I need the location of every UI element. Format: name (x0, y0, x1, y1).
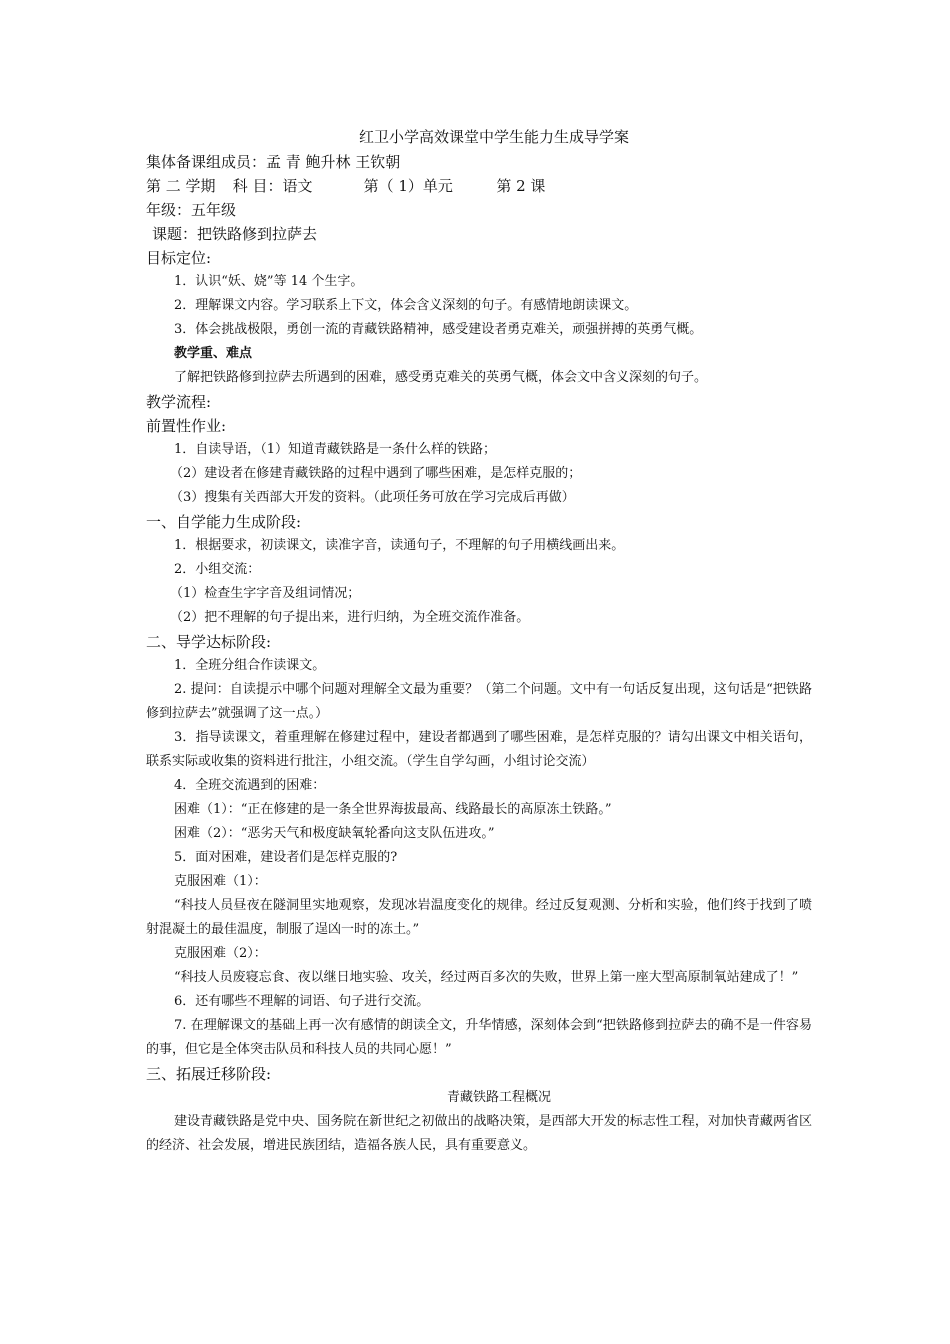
unit: 第（ 1）单元 (363, 177, 453, 195)
overcome-heading-2: 克服困难（2）： (174, 946, 267, 961)
flow-heading: 教学流程: (146, 393, 212, 411)
overcome-quote-1: “科技人员昼夜在隧洞里实地观察，发现冰岩温度变化的规律。经过反复观测、分析和实验，他们终于找到了喷射混凝土的最佳温度，制服了逞凶一时的冻土。” (146, 898, 812, 937)
sec2-paragraph: 5．面对困难，建设者们是怎样克服的? (174, 850, 398, 865)
sec2-paragraph: 6．还有哪些不理解的词语、句子进行交流。 (174, 994, 430, 1009)
sec1-item: （2）把不理解的句子提出来，进行归纳，为全班交流作准备。 (170, 610, 530, 625)
sec3-paragraph: 建设青藏铁路是党中央、国务院在新世纪之初做出的战略决策，是西部大开发的标志性工程，对加快青藏两省区的经济、社会发展，增进民族团结，造福各族人民，具有重要意义。 (146, 1114, 812, 1153)
document-content (146, 126, 812, 1158)
sec2-paragraph: 7. 在理解课文的基础上再一次有感情的朗读全文，升华情感，深刻体会到“把铁路修到拉萨去的确不是一件容易的事，但它是全体突击队员和科技人员的共同心愿！” (146, 1018, 812, 1057)
goal-item: 2．理解课文内容。学习联系上下文，体会含义深刻的句子。有感情地朗读课文。 (174, 298, 638, 313)
sec3-subtitle: 青藏铁路工程概况 (446, 1090, 551, 1105)
goal-item: 1．认识“妖、娆”等 14 个生字。 (174, 274, 364, 289)
overcome-quote-2: “科技人员废寝忘食、夜以继日地实验、攻关，经过两百多次的失败，世界上第一座大型高原制氧站建成了！” (174, 970, 799, 985)
grade-line: 年级：五年级 (146, 201, 237, 219)
pre-item: 1．自读导语，（1）知道青藏铁路是一条什么样的铁路； (174, 442, 497, 457)
key-heading: 教学重、难点 (174, 346, 253, 361)
lesson: 第 2 课 (496, 177, 546, 195)
sec2-paragraph: 3．指导读课文，着重理解在修建过程中，建设者都遇到了哪些困难，是怎样克服的？请勾出课文中相关语句，联系实际或收集的资料进行批注，小组交流。（学生自学勾画，小组讨论交流） (146, 730, 812, 769)
sec2-paragraph: 4．全班交流遇到的困难： (174, 778, 326, 793)
difficulty-2: 困难（2）：“恶劣天气和极度缺氧轮番向这支队伍进攻。” (174, 826, 495, 841)
topic-line: 课题：把铁路修到拉萨去 (152, 225, 318, 243)
pre-item: （3）搜集有关西部大开发的资料。（此项任务可放在学习完成后再做） (170, 490, 575, 505)
sec1-item: （1）检查生字字音及组词情况； (170, 586, 361, 601)
key-text: 了解把铁路修到拉萨去所遇到的困难，感受勇克难关的英勇气概，体会文中含义深刻的句子。 (174, 370, 708, 385)
section-heading-2: 二、导学达标阶段: (146, 633, 272, 651)
pre-heading: 前置性作业: (146, 417, 227, 435)
subject: 科 目：语文 (232, 177, 313, 195)
pre-item: （2）建设者在修建青藏铁路的过程中遇到了哪些困难，是怎样克服的； (170, 466, 582, 481)
difficulty-1: 困难（1）：“正在修建的是一条全世界海拔最高、线路最长的高原冻土铁路。” (174, 802, 612, 817)
meta-line (146, 174, 812, 198)
sec1-item: 2．小组交流： (174, 562, 261, 577)
section-heading-1: 一、自学能力生成阶段: (146, 513, 302, 531)
goal-item: 3．体会挑战极限，勇创一流的青藏铁路精神，感受建设者勇克难关，顽强拼搏的英勇气概。 (174, 322, 703, 337)
goals-heading: 目标定位: (146, 249, 212, 267)
sec1-item: 1．根据要求，初读课文，读准字音，读通句子，不理解的句子用横线画出来。 (174, 538, 625, 553)
overcome-heading-1: 克服困难（1）： (174, 874, 267, 889)
semester: 第 二 学期 (146, 177, 216, 195)
document-title: 红卫小学高效课堂中学生能力生成导学案 (358, 128, 629, 146)
section-heading-3: 三、拓展迁移阶段: (146, 1065, 272, 1083)
members-line: 集体备课组成员：孟 青 鲍升林 王钦朝 (146, 153, 401, 171)
sec2-paragraph: 2. 提问：自读提示中哪个问题对理解全文最为重要？（第二个问题。文中有一句话反复出现，这句话是“把铁路修到拉萨去”就强调了这一点。） (146, 682, 812, 721)
sec2-paragraph: 1．全班分组合作读课文。 (174, 658, 326, 673)
